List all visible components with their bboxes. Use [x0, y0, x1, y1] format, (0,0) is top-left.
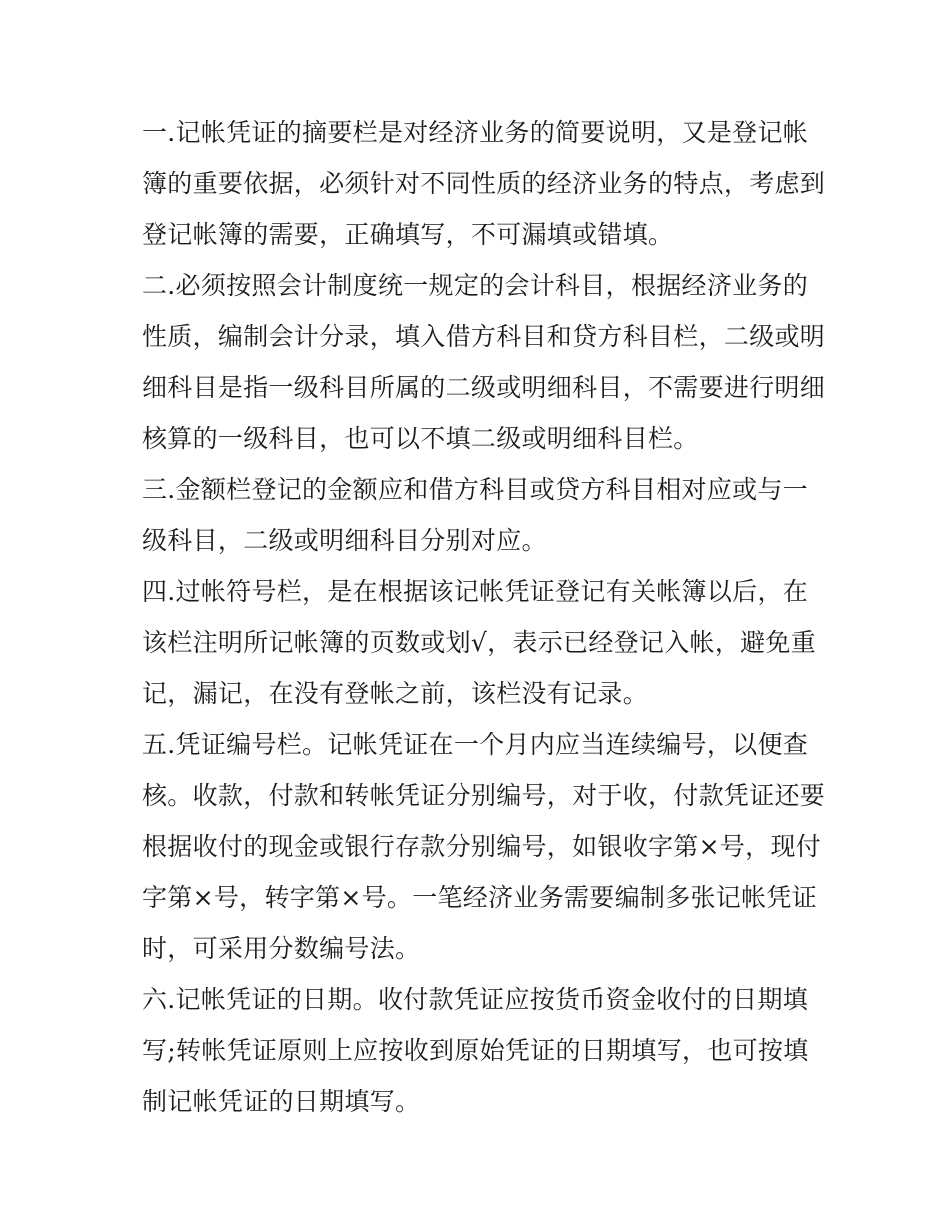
- text-line: 登记帐簿的需要，正确填写，不可漏填或错填。: [142, 220, 674, 249]
- paragraph-1: [142, 107, 826, 260]
- paragraph-6: [142, 974, 814, 1127]
- text-line: 写;转帐凭证原则上应按收到原始凭证的日期填写，也可按填: [142, 1036, 809, 1065]
- paragraph-4: [142, 566, 817, 719]
- text-line: 制记帐凭证的日期填写。: [142, 1087, 421, 1116]
- paragraph-5: [142, 719, 826, 974]
- text-line: 时，可采用分数编号法。: [142, 934, 421, 963]
- text-line: 细科目是指一级科目所属的二级或明细科目，不需要进行明细: [142, 373, 826, 402]
- paragraph-2: [142, 260, 826, 464]
- text-line: 字第×号，转字第×号。一笔经济业务需要编制多张记帐凭证: [142, 883, 817, 912]
- text-line: 性质，编制会计分录，填入借方科目和贷方科目栏，二级或明: [142, 322, 826, 351]
- paragraph-3: [142, 464, 814, 566]
- text-line: 二.必须按照会计制度统一规定的会计科目，根据经济业务的: [142, 271, 809, 300]
- document-body: [142, 107, 826, 1127]
- text-line: 四.过帐符号栏，是在根据该记帐凭证登记有关帐簿以后，在: [142, 577, 809, 606]
- text-line: 三.金额栏登记的金额应和借方科目或贷方科目相对应或与一: [142, 475, 809, 504]
- text-line: 核算的一级科目，也可以不填二级或明细科目栏。: [142, 424, 699, 453]
- text-line: 核。收款，付款和转帐凭证分别编号，对于收，付款凭证还要: [142, 781, 826, 810]
- text-line: 级科目，二级或明细科目分别对应。: [142, 526, 547, 555]
- text-line: 记，漏记，在没有登帐之前，该栏没有记录。: [142, 679, 649, 708]
- text-line: 六.记帐凭证的日期。收付款凭证应按货币资金收付的日期填: [142, 985, 809, 1014]
- text-line: 簿的重要依据，必须针对不同性质的经济业务的特点，考虑到: [142, 169, 826, 198]
- text-line: 该栏注明所记帐簿的页数或划√，表示已经登记入帐，避免重: [142, 628, 817, 657]
- text-line: 五.凭证编号栏。记帐凭证在一个月内应当连续编号，以便查: [142, 730, 809, 759]
- text-line: 根据收付的现金或银行存款分别编号，如银收字第×号，现付: [142, 832, 822, 861]
- text-line: 一.记帐凭证的摘要栏是对经济业务的简要说明，又是登记帐: [142, 118, 809, 147]
